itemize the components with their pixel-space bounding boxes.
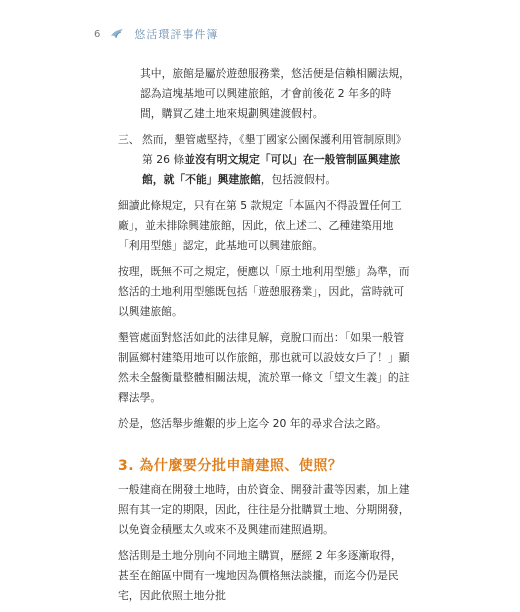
paragraph: 墾管處面對悠活如此的法律見解，竟脫口而出：「如果一般管制區鄉村建築用地可以作旅館，那也就可以設妓女戶了！」顯然未全盤衡量整體相關法規，流於單一條文「望文生義」的註釋法學。 [118, 331, 410, 404]
list-item-text [142, 130, 410, 190]
running-header [94, 24, 218, 44]
paragraph: 按理，既無不可之規定，便應以「原土地利用型態」為準，而悠活的土地利用型態既包括「遊憩服務業」，因此，當時就可以興建旅館。 [118, 265, 410, 318]
emphasized-text: 並沒有明文規定「可以」在一般管制區興建旅館，就「不能」興建旅館 [142, 153, 401, 186]
paragraph: 於是，悠活舉步維艱的步上迄今 20 年的尋求合法之路。 [118, 417, 387, 430]
item-text-end: ，包括渡假村。 [260, 173, 337, 186]
item-text-intro: 然而，墾管處堅持，《墾丁國家公園保護利用管制原則》第 26 條 [142, 133, 407, 166]
book-title: 悠活環評事件簿 [134, 28, 219, 41]
section-heading: 3. 為什麼要分批申請建照、使照？ [118, 458, 343, 474]
paragraph: 其中，旅館是屬於遊憩服務業，悠活便是信賴相關法規，認為這塊基地可以興建旅館，才會前後花 2 年多的時間，購買乙建土地來規劃興建渡假村。 [140, 67, 410, 120]
paragraph: 一般建商在開發土地時，由於資金、開發計畫等因素，加上建照有其一定的期限，因此，往往是分批購買土地、分期開發，以免資金積壓太久或來不及興建而建照過期。 [118, 483, 410, 536]
list-item-number: 三、 [118, 133, 140, 146]
paragraph: 細讀此條規定，只有在第 5 款規定「本區內不得設置任何工廠」，並未排除興建旅館，因此，依上述二、乙種建築用地「利用型態」認定，此基地可以興建旅館。 [118, 199, 402, 252]
bird-logo-icon [110, 27, 124, 41]
paragraph: 悠活則是土地分別向不同地主購買，歷經 2 年多逐漸取得，甚至在館區中間有一塊地因為價格無法談攏，而迄今仍是民宅，因此依照土地分批 [118, 549, 402, 602]
body-text [118, 64, 410, 612]
page-number: 6 [94, 28, 101, 40]
list-item-3 [118, 130, 410, 190]
